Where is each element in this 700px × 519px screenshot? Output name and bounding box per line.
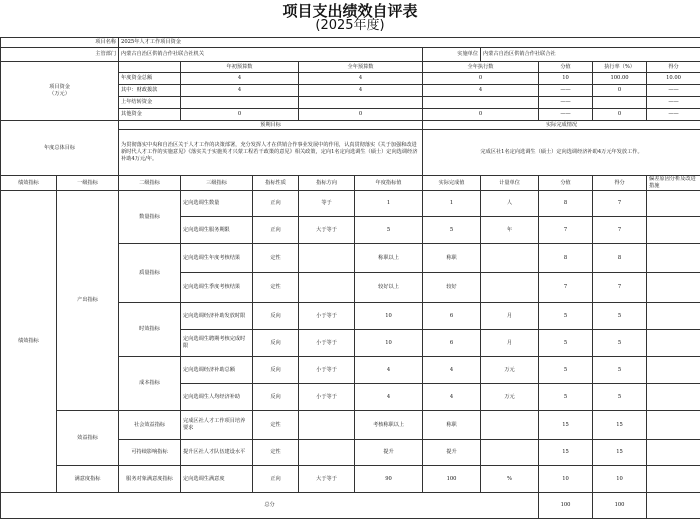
indicator-direction: 小于等于: [299, 330, 355, 357]
indicator-score: 5: [593, 303, 647, 330]
dept-label: 主管部门: [1, 48, 119, 62]
indicator-score: 7: [593, 217, 647, 244]
indicator-name: 定向选调生聘期考核完成时限: [181, 330, 253, 357]
indicator-direction: [299, 440, 355, 466]
funds-cell: 0: [593, 109, 647, 121]
indicator-target: 考核称职以上: [355, 411, 423, 440]
evaluation-table: [0, 37, 700, 519]
funds-header-exec-rate: 执行率（%）: [593, 62, 647, 73]
indicator-score-value: 8: [539, 244, 593, 273]
indicator-target: 1: [355, 191, 423, 217]
indicator-unit: 年: [481, 217, 539, 244]
indicator-score-value: 5: [539, 357, 593, 384]
funds-row-name: 年度资金总额: [119, 73, 181, 85]
indicator-unit: 月: [481, 330, 539, 357]
actual-goal-label: 实际完成情况: [423, 121, 700, 130]
indicator-nature: 定性: [253, 411, 299, 440]
indicator-header: 三级指标: [181, 176, 253, 191]
level1-benefit: 效益指标: [57, 411, 119, 466]
indicator-score: 7: [593, 273, 647, 303]
indicator-actual: 较好: [423, 273, 481, 303]
funds-header-initial: 年初预算数: [181, 62, 299, 73]
indicator-target: 4: [355, 384, 423, 411]
funds-header-blank: [119, 62, 181, 73]
level2-time: 时效指标: [119, 303, 181, 357]
indicator-header: 计量单位: [481, 176, 539, 191]
indicator-score-value: 7: [539, 217, 593, 244]
funds-cell: 0: [423, 109, 539, 121]
indicator-actual: 5: [423, 217, 481, 244]
indicator-score: 7: [593, 191, 647, 217]
perf-label: 绩效指标: [1, 191, 57, 493]
funds-cell: ——: [539, 97, 593, 109]
total-score-value: 100: [539, 493, 593, 519]
funds-header-executed: 全年执行数: [423, 62, 539, 73]
indicator-score-value: 7: [539, 273, 593, 303]
level2-service: 服务对象满意度指标: [119, 466, 181, 493]
indicator-score-value: 8: [539, 191, 593, 217]
expected-goal-text: 为贯彻落实中央和自治区关于人才工作的决策部署，充分发挥人才在供销合作事业发展中的作用，认真贯彻落实《关于加强和改进新时代人才工作的实施意见》《落实关于实施英才兴蒙工程若干政策的意见》相关政策，定向1名定向选调生（硕士）定向选调经济补助4万元/年。: [119, 130, 423, 176]
indicator-score: 8: [593, 244, 647, 273]
indicator-actual: 6: [423, 303, 481, 330]
indicator-actual: 100: [423, 466, 481, 493]
indicator-direction: [299, 273, 355, 303]
actual-goal-text: 完成区社1名定向选调生（硕士）定向选调经济补助4万元年发放工作。: [423, 130, 700, 176]
funds-cell: ——: [647, 85, 700, 97]
total-label: 总分: [1, 493, 539, 519]
level2-quality: 质量指标: [119, 244, 181, 303]
indicator-header: 一级指标: [57, 176, 119, 191]
indicator-deviation: [647, 303, 700, 330]
indicator-actual: 4: [423, 357, 481, 384]
exec-unit-value: 内蒙古自治区供销合作社联合社: [481, 48, 700, 62]
indicator-score-value: 15: [539, 411, 593, 440]
indicator-score: 5: [593, 330, 647, 357]
indicator-deviation: [647, 466, 700, 493]
indicator-score: 15: [593, 440, 647, 466]
indicator-deviation: [647, 330, 700, 357]
indicator-deviation: [647, 273, 700, 303]
indicator-name: 定向选调生数量: [181, 191, 253, 217]
indicator-direction: 大于等于: [299, 466, 355, 493]
indicator-header: 年度指标值: [355, 176, 423, 191]
funds-cell: 0: [181, 109, 299, 121]
project-name-label: 项目名称: [1, 38, 119, 48]
indicator-nature: 反向: [253, 384, 299, 411]
indicator-header: 得分: [593, 176, 647, 191]
funds-header-score-value: 分值: [539, 62, 593, 73]
indicator-target: 10: [355, 330, 423, 357]
funds-cell: [181, 97, 299, 109]
indicator-header: 指标方向: [299, 176, 355, 191]
indicator-unit: [481, 440, 539, 466]
funds-cell: ——: [539, 109, 593, 121]
indicator-score: 5: [593, 357, 647, 384]
indicator-target: 10: [355, 303, 423, 330]
indicator-target: 称职以上: [355, 244, 423, 273]
indicator-name: 定向选调经济补助总额: [181, 357, 253, 384]
indicator-name: 提升区社人才队伍建设水平: [181, 440, 253, 466]
indicator-score-value: 5: [539, 384, 593, 411]
indicator-name: 定向选调生服务期限: [181, 217, 253, 244]
indicator-name: 定向选调生季度考核结果: [181, 273, 253, 303]
indicator-header: 指标性质: [253, 176, 299, 191]
indicator-actual: 称职: [423, 411, 481, 440]
level2-cost: 成本指标: [119, 357, 181, 411]
indicator-nature: 正向: [253, 466, 299, 493]
indicator-header: 绩效指标: [1, 176, 57, 191]
funds-row-name: 其他资金: [119, 109, 181, 121]
indicator-nature: 反向: [253, 303, 299, 330]
indicator-deviation: [647, 357, 700, 384]
indicator-score-value: 15: [539, 440, 593, 466]
funds-cell: 10: [539, 73, 593, 85]
indicator-target: 提升: [355, 440, 423, 466]
page-subtitle: (2025年度): [315, 18, 385, 33]
level1-satisfaction: 满意度指标: [57, 466, 119, 493]
indicator-actual: 6: [423, 330, 481, 357]
funds-label: 项目资金 （万元）: [1, 62, 119, 121]
funds-cell: 100.00: [593, 73, 647, 85]
funds-cell: 10.00: [647, 73, 700, 85]
indicator-actual: 4: [423, 384, 481, 411]
funds-cell: 4: [181, 85, 299, 97]
dept-value: 内蒙古自治区供销合作社联合社机关: [119, 48, 423, 62]
funds-cell: [299, 97, 423, 109]
indicator-nature: 定性: [253, 440, 299, 466]
indicator-direction: [299, 411, 355, 440]
indicator-nature: 反向: [253, 357, 299, 384]
funds-cell: [423, 97, 539, 109]
indicator-score: 10: [593, 466, 647, 493]
indicator-name: 定向选调生人均经济补助: [181, 384, 253, 411]
indicator-header: 偏差原因分析及改进措施: [647, 176, 700, 191]
indicator-score-value: 10: [539, 466, 593, 493]
indicator-direction: 小于等于: [299, 384, 355, 411]
indicator-deviation: [647, 440, 700, 466]
indicator-score-value: 5: [539, 330, 593, 357]
indicator-nature: 正向: [253, 217, 299, 244]
indicator-nature: 正向: [253, 191, 299, 217]
indicator-unit: %: [481, 466, 539, 493]
funds-cell: [593, 97, 647, 109]
exec-unit-label: 实施单位: [423, 48, 481, 62]
indicator-unit: 月: [481, 303, 539, 330]
indicator-header: 二级指标: [119, 176, 181, 191]
indicator-name: 定向选调经济补助发放时限: [181, 303, 253, 330]
indicator-deviation: [647, 217, 700, 244]
indicator-direction: 大于等于: [299, 217, 355, 244]
page-title: 项目支出绩效自评表: [282, 2, 418, 20]
funds-cell: 0: [299, 109, 423, 121]
indicator-unit: [481, 244, 539, 273]
indicator-header: 实际完成值: [423, 176, 481, 191]
indicator-score-value: 5: [539, 303, 593, 330]
indicator-target: 5: [355, 217, 423, 244]
indicator-name: 定向选调生年度考核结果: [181, 244, 253, 273]
indicator-header: 分值: [539, 176, 593, 191]
funds-header-score: 得分: [647, 62, 700, 73]
indicator-score: 15: [593, 411, 647, 440]
level2-sustain: 可持续影响指标: [119, 440, 181, 466]
funds-row-name: 上年结转资金: [119, 97, 181, 109]
project-name: 2025年人才工作项目资金: [119, 38, 700, 48]
indicator-actual: 称职: [423, 244, 481, 273]
funds-cell: 4: [299, 85, 423, 97]
indicator-target: 较好以上: [355, 273, 423, 303]
indicator-direction: 小于等于: [299, 303, 355, 330]
indicator-nature: 定性: [253, 244, 299, 273]
funds-cell: 0: [423, 73, 539, 85]
indicator-actual: 提升: [423, 440, 481, 466]
indicator-unit: 万元: [481, 357, 539, 384]
indicator-deviation: [647, 191, 700, 217]
indicator-target: 90: [355, 466, 423, 493]
indicator-nature: 定性: [253, 273, 299, 303]
indicator-nature: 反向: [253, 330, 299, 357]
funds-cell: 0: [593, 85, 647, 97]
total-deviation: [647, 493, 700, 519]
indicator-direction: 小于等于: [299, 357, 355, 384]
level2-social: 社会效益指标: [119, 411, 181, 440]
funds-row-name: 其中：财政拨款: [119, 85, 181, 97]
indicator-direction: 等于: [299, 191, 355, 217]
funds-header-annual: 全年预算数: [299, 62, 423, 73]
indicator-target: 4: [355, 357, 423, 384]
expected-goal-label: 预期目标: [119, 121, 423, 130]
funds-cell: 4: [423, 85, 539, 97]
level2-quantity: 数量指标: [119, 191, 181, 244]
indicator-actual: 1: [423, 191, 481, 217]
level1-output: 产出指标: [57, 191, 119, 411]
indicator-unit: 万元: [481, 384, 539, 411]
funds-cell: 4: [299, 73, 423, 85]
indicator-unit: 人: [481, 191, 539, 217]
funds-cell: ——: [539, 85, 593, 97]
goal-label: 年度总体目标: [1, 121, 119, 176]
indicator-name: 完成区社人才工作项目培养要求: [181, 411, 253, 440]
indicator-deviation: [647, 244, 700, 273]
indicator-deviation: [647, 411, 700, 440]
indicator-unit: [481, 273, 539, 303]
funds-cell: ——: [647, 109, 700, 121]
total-score: 100: [593, 493, 647, 519]
indicator-unit: [481, 411, 539, 440]
indicator-direction: [299, 244, 355, 273]
indicator-deviation: [647, 384, 700, 411]
funds-cell: ——: [647, 97, 700, 109]
indicator-score: 5: [593, 384, 647, 411]
indicator-name: 定向选调生满意度: [181, 466, 253, 493]
funds-cell: 4: [181, 73, 299, 85]
